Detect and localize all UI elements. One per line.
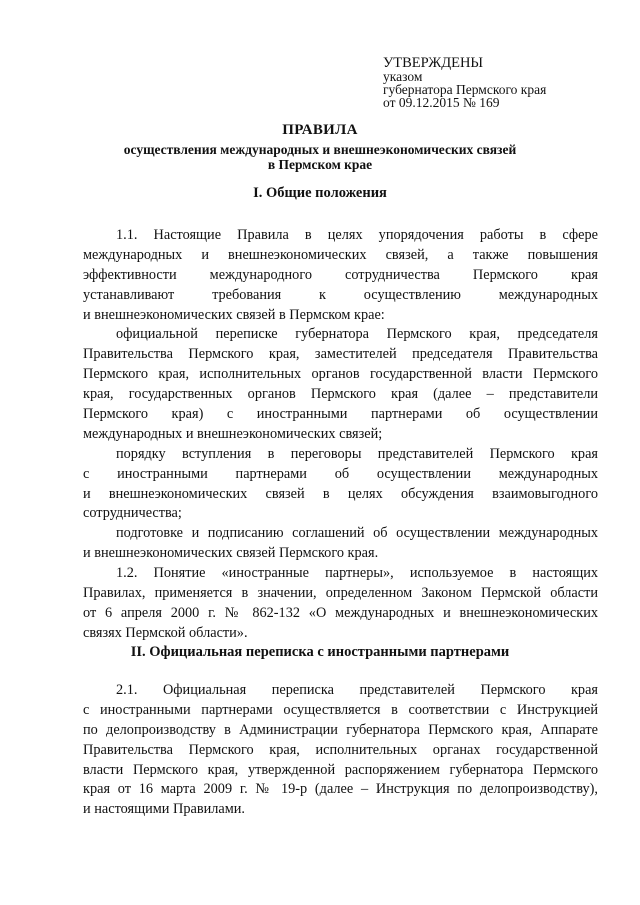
approval-line: от 09.12.2015 № 169 [383, 95, 500, 110]
paragraph-line: Правительства Пермского края, исполнительных органах государственной [83, 741, 598, 758]
paragraph-line: края от 16 марта 2009 г. № 19-р (далее – Инструкция по делопроизводству), [83, 781, 598, 798]
section-heading: II. Официальная переписка с иностранными партнерами [130, 644, 510, 660]
paragraph-line: 2.1. Официальная переписка представителей Пермского края [116, 682, 598, 698]
document-subtitle [0, 142, 640, 172]
paragraph-line: власти Пермского края, утвержденной распоряжением губернатора Пермского [83, 761, 598, 778]
paragraph-line: официальной переписке губернатора Пермского края, председателя [116, 326, 598, 343]
paragraph-line: и настоящими Правилами. [83, 801, 245, 818]
paragraph-line: сотрудничества; [83, 505, 182, 522]
paragraph-line: края, государственных органов Пермского края (далее – представители [83, 386, 598, 403]
paragraph-line: и внешнеэкономических связей Пермского края. [83, 545, 379, 562]
paragraph-line: 1.1. Настоящие Правила в целях упорядочения работы в сфере [116, 227, 598, 243]
paragraph-line: Пермского края) с иностранными партнерами об осуществлении [83, 406, 598, 423]
paragraph-line: порядку вступления в переговоры представителей Пермского края [116, 445, 598, 462]
document-title: ПРАВИЛА [282, 122, 358, 138]
approval-line: губернатора Пермского края [383, 82, 547, 97]
section-1-body [83, 226, 598, 644]
paragraph-line: Пермского края, исполнительных органов государственной власти Пермского [83, 366, 598, 383]
paragraph-line: Правилах, применяется в значении, определенном Законом Пермской области [83, 585, 598, 602]
approval-line: указом [383, 69, 423, 84]
paragraph-line: международных и внешнеэкономических связей, а также повышения [83, 246, 598, 263]
approval-heading: УТВЕРЖДЕНЫ [383, 55, 484, 71]
paragraph-line: связях Пермской области». [83, 624, 248, 641]
section-2-body [83, 681, 598, 820]
paragraph-line: международных и внешнеэкономических связей; [83, 425, 383, 442]
paragraph-line: 1.2. Понятие «иностранные партнеры», используемое в настоящих [116, 565, 598, 582]
subtitle-line: в Пермском крае [267, 157, 373, 172]
paragraph-line: и внешнеэкономических связей в целях обсуждения взаимовыгодного [83, 485, 598, 502]
paragraph-line: Правительства Пермского края, заместителей председателя Правительства [83, 346, 598, 363]
paragraph-line: с иностранными партнерами об осуществлении международных [83, 465, 598, 482]
approval-block [383, 57, 546, 109]
subtitle-line: осуществления международных и внешнеэкономических связей [123, 142, 517, 157]
paragraph-line: устанавливают требования к осуществлению международных [83, 286, 598, 303]
paragraph-line: с иностранными партнерами осуществляется в соответствии с Инструкцией [83, 701, 598, 718]
paragraph-line: и внешнеэкономических связей в Пермском крае: [83, 306, 385, 323]
paragraph-line: от 6 апреля 2000 г. № 862-132 «О международных и внешнеэкономических [83, 604, 598, 621]
paragraph-line: эффективности международного сотрудничества Пермского края [83, 266, 598, 283]
paragraph-line: подготовке и подписанию соглашений об осуществлении международных [116, 525, 598, 542]
paragraph-line: по делопроизводству в Администрации губернатора Пермского края, Аппарате [83, 721, 598, 738]
section-heading: I. Общие положения [253, 185, 387, 201]
